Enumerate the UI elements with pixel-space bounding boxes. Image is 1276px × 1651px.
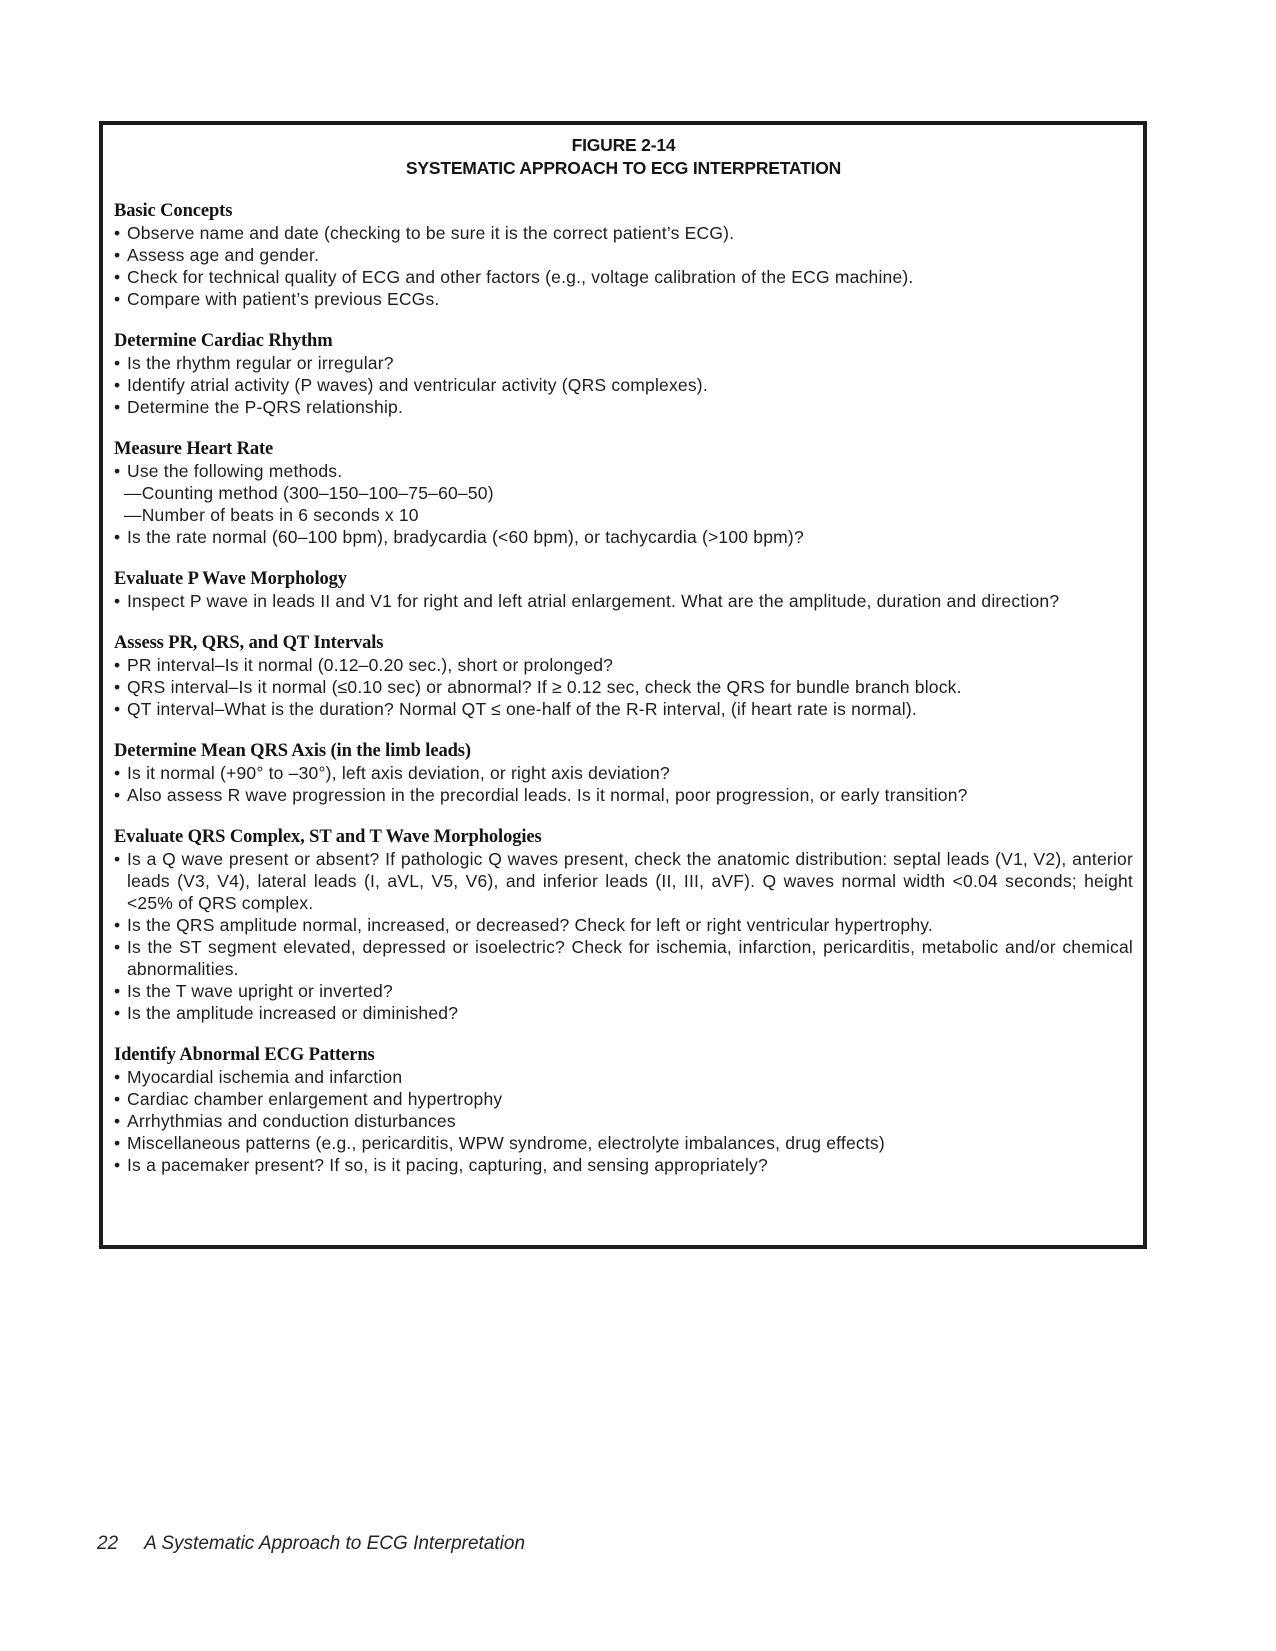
item-text: QT interval–What is the duration? Normal QT ≤ one-half of the R-R interval, (if heart rate is normal). [127,699,917,719]
item-text: Also assess R wave progression in the precordial leads. Is it normal, poor progression, or early transition? [127,785,968,805]
section-heading: Measure Heart Rate [114,439,274,459]
bullet-marker: • [114,267,121,287]
sub-item [124,504,1133,526]
bullet-item [114,590,1133,612]
section-heading: Determine Mean QRS Axis (in the limb leads) [114,741,471,761]
item-text: Is it normal (+90° to –30°), left axis deviation, or right axis deviation? [127,763,670,783]
figure-section [114,1044,1133,1176]
bullet-marker: • [114,397,121,417]
bullet-item [114,244,1133,266]
bullet-item [114,352,1133,374]
bullet-marker: • [114,1003,121,1023]
bullet-item [114,784,1133,806]
item-text: Compare with patient’s previous ECGs. [127,289,440,309]
section-heading: Evaluate P Wave Morphology [114,569,347,589]
bullet-item [114,222,1133,244]
item-text: Is the rate normal (60–100 bpm), bradycardia (<60 bpm), or tachycardia (>100 bpm)? [127,527,804,547]
bullet-marker: • [114,245,121,265]
bullet-marker: • [114,677,121,697]
figure-header [114,134,1133,180]
item-text: Counting method (300–150–100–75–60–50) [141,483,494,503]
bullet-marker: • [114,353,121,373]
bullet-item [114,698,1133,720]
figure-section [114,632,1133,720]
item-text: Use the following methods. [127,461,343,481]
bullet-item [114,762,1133,784]
bullet-item [114,676,1133,698]
footer-chapter-title: A Systematic Approach to ECG Interpretation [144,1533,526,1554]
section-heading: Assess PR, QRS, and QT Intervals [114,633,384,653]
bullet-marker: • [114,289,121,309]
bullet-marker: • [114,981,121,1001]
item-text: Is the T wave upright or inverted? [127,981,393,1001]
bullet-item [114,848,1133,914]
bullet-item [114,1002,1133,1024]
bullet-item [114,1110,1133,1132]
item-text: Identify atrial activity (P waves) and ventricular activity (QRS complexes). [127,375,708,395]
bullet-marker: • [114,849,121,869]
bullet-item [114,654,1133,676]
bullet-marker: • [114,699,121,719]
section-heading: Determine Cardiac Rhythm [114,331,333,351]
figure-label: FIGURE 2-14 [571,135,676,155]
item-text: Is the rhythm regular or irregular? [127,353,394,373]
item-text: Arrhythmias and conduction disturbances [127,1111,456,1131]
bullet-marker: • [114,527,121,547]
item-text: Check for technical quality of ECG and other factors (e.g., voltage calibration of the ECG machine). [127,267,914,287]
bullet-marker: • [114,1155,121,1175]
item-text: PR interval–Is it normal (0.12–0.20 sec.), short or prolonged? [127,655,614,675]
section-heading: Evaluate QRS Complex, ST and T Wave Morphologies [114,827,542,847]
bullet-item [114,374,1133,396]
bullet-item [114,936,1133,980]
item-text: QRS interval–Is it normal (≤0.10 sec) or abnormal? If ≥ 0.12 sec, check the QRS for bundle branch block. [127,677,962,697]
page-footer [97,1532,525,1556]
bullet-marker: • [114,763,121,783]
item-text: Is the QRS amplitude normal, increased, or decreased? Check for left or right ventricular hypertrophy. [127,915,933,935]
figure-section [114,740,1133,806]
bullet-marker: • [114,937,121,957]
bullet-marker: • [114,785,121,805]
item-text: Inspect P wave in leads II and V1 for right and left atrial enlargement. What are the amplitude, duration and direction? [127,591,1060,611]
figure-section [114,568,1133,612]
bullet-item [114,980,1133,1002]
figure-title: SYSTEMATIC APPROACH TO ECG INTERPRETATION [405,158,842,178]
bullet-item [114,1088,1133,1110]
bullet-marker: • [114,223,121,243]
bullet-marker: • [114,915,121,935]
sub-item [124,482,1133,504]
item-text: Is a Q wave present or absent? If pathologic Q waves present, check the anatomic distribution: septal leads (V1, V2), anterior leads (V3, V4), lateral leads (I, aVL, V5, V6), and inferior leads (II, III, aVF). Q waves normal width <0.04 seconds; height <25% of QRS complex. [127,849,1133,913]
bullet-item [114,526,1133,548]
dash-marker: — [124,483,142,503]
bullet-item [114,1132,1133,1154]
bullet-item [114,396,1133,418]
item-text: Miscellaneous patterns (e.g., pericarditis, WPW syndrome, electrolyte imbalances, drug effects) [127,1133,885,1153]
bullet-item [114,1154,1133,1176]
figure-section [114,200,1133,310]
bullet-marker: • [114,1067,121,1087]
bullet-item [114,460,1133,482]
figure-section [114,438,1133,548]
bullet-marker: • [114,655,121,675]
item-text: Number of beats in 6 seconds x 10 [141,505,419,525]
bullet-item [114,288,1133,310]
figure-section [114,826,1133,1024]
bullet-item [114,1066,1133,1088]
figure-sections [114,200,1133,1176]
section-heading: Basic Concepts [114,201,233,221]
item-text: Is a pacemaker present? If so, is it pacing, capturing, and sensing appropriately? [127,1155,768,1175]
bullet-marker: • [114,461,121,481]
item-text: Myocardial ischemia and infarction [127,1067,403,1087]
bullet-marker: • [114,1111,121,1131]
item-text: Is the amplitude increased or diminished? [127,1003,459,1023]
item-text: Cardiac chamber enlargement and hypertrophy [127,1089,503,1109]
item-text: Observe name and date (checking to be sure it is the correct patient’s ECG). [127,223,735,243]
figure-section [114,330,1133,418]
dash-marker: — [124,505,142,525]
section-heading: Identify Abnormal ECG Patterns [114,1045,375,1065]
bullet-marker: • [114,1133,121,1153]
bullet-marker: • [114,1089,121,1109]
item-text: Is the ST segment elevated, depressed or isoelectric? Check for ischemia, infarction, pericarditis, metabolic and/or chemical abnormalities. [127,937,1133,979]
item-text: Determine the P-QRS relationship. [127,397,404,417]
item-text: Assess age and gender. [127,245,320,265]
bullet-marker: • [114,375,121,395]
bullet-item [114,266,1133,288]
bullet-marker: • [114,591,121,611]
footer-page-number: 22 [97,1533,119,1554]
figure-box [99,121,1147,1249]
bullet-item [114,914,1133,936]
